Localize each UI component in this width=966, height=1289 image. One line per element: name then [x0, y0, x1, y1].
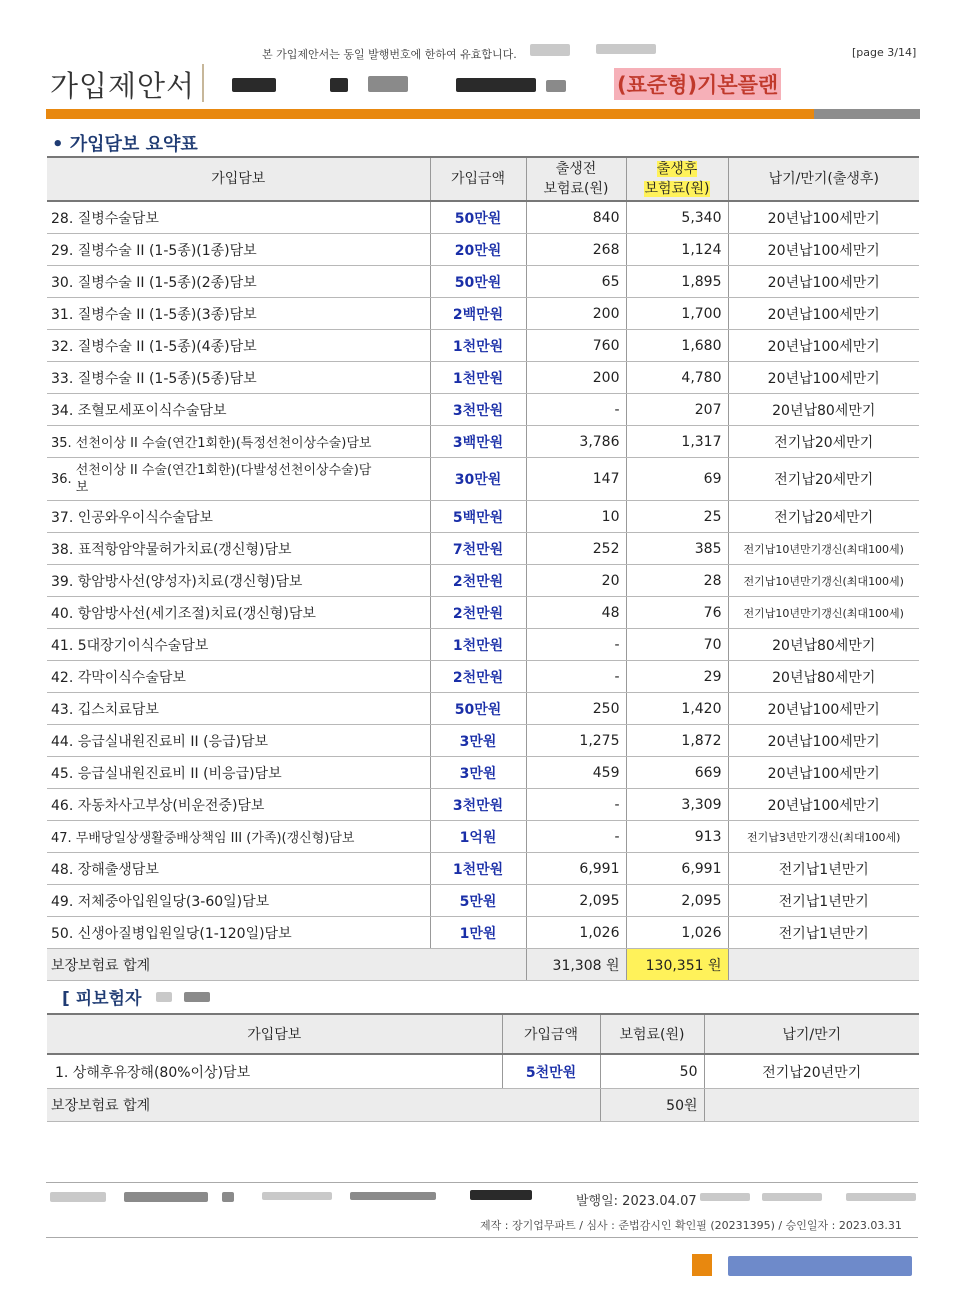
- coverage-name: 41. 5대장기이식수술담보: [47, 629, 430, 661]
- premium-before: -: [526, 661, 626, 693]
- premium-before: 760: [526, 330, 626, 362]
- redacted-block: [596, 44, 656, 54]
- premium-before: 20: [526, 565, 626, 597]
- redacted-block: [222, 1192, 234, 1202]
- coverage-amount: 5만원: [430, 885, 526, 917]
- premium-after: 6,991: [626, 853, 728, 885]
- premium-after: 1,124: [626, 234, 728, 266]
- redacted-block: [762, 1193, 822, 1201]
- table-row: [47, 426, 919, 458]
- payment-term: 전기납10년만기갱신(최대100세): [728, 597, 919, 629]
- coverage-amount: 1만원: [430, 917, 526, 949]
- payment-term: 20년납100세만기: [728, 362, 919, 394]
- premium-after: 28: [626, 565, 728, 597]
- table-row: [47, 565, 919, 597]
- premium-after: 1,026: [626, 917, 728, 949]
- coverage-amount: 20만원: [430, 234, 526, 266]
- premium-after: 913: [626, 821, 728, 853]
- coverage-name: 40. 항암방사선(세기조절)치료(갱신형)담보: [47, 597, 430, 629]
- premium-before: 200: [526, 362, 626, 394]
- table-row: [47, 362, 919, 394]
- premium-before: 147: [526, 458, 626, 501]
- coverage-amount: 50만원: [430, 693, 526, 725]
- payment-term: 20년납100세만기: [728, 201, 919, 234]
- redacted-block: [232, 78, 276, 92]
- payment-term: 20년납100세만기: [728, 789, 919, 821]
- premium-after: 25: [626, 501, 728, 533]
- premium-before: 840: [526, 201, 626, 234]
- coverage-name: 32. 질병수술 II (1-5종)(4종)담보: [47, 330, 430, 362]
- payment-term: 전기납10년만기갱신(최대100세): [728, 533, 919, 565]
- col-premium-before: [526, 157, 626, 201]
- payment-term: 20년납100세만기: [728, 693, 919, 725]
- premium-before: -: [526, 394, 626, 426]
- payment-term: 20년납100세만기: [728, 234, 919, 266]
- premium-before: 252: [526, 533, 626, 565]
- table-row: [47, 394, 919, 426]
- total-premium-after: 130,351 원: [626, 949, 728, 981]
- premium-before: 6,991: [526, 853, 626, 885]
- col-premium-after-l2: 보험료(원): [644, 181, 710, 197]
- coverage-name: 43. 깁스치료담보: [47, 693, 430, 725]
- table-row: [47, 917, 919, 949]
- coverage-amount: 2천만원: [430, 597, 526, 629]
- table-row: [47, 885, 919, 917]
- premium-after: 3,309: [626, 789, 728, 821]
- premium-after: 1,420: [626, 693, 728, 725]
- coverage-amount: 3천만원: [430, 394, 526, 426]
- payment-term: 20년납100세만기: [728, 298, 919, 330]
- premium-after: 76: [626, 597, 728, 629]
- coverage-name: 47. 무배당일상생활중배상책임 III (가족)(갱신형)담보: [47, 821, 430, 853]
- col-amount: 가입금액: [502, 1014, 600, 1054]
- payment-term: 20년납80세만기: [728, 629, 919, 661]
- premium-after: 669: [626, 757, 728, 789]
- redacted-block: [846, 1193, 916, 1201]
- table-row: [47, 597, 919, 629]
- coverage-amount: 3백만원: [430, 426, 526, 458]
- premium-after: 1,872: [626, 725, 728, 757]
- premium-after: 385: [626, 533, 728, 565]
- payment-term: 전기납1년만기: [728, 917, 919, 949]
- col-term: 납기/만기: [704, 1014, 919, 1054]
- coverage-name: [47, 458, 430, 501]
- footer-bottom-rule: [46, 1237, 918, 1238]
- redacted-block: [124, 1192, 208, 1202]
- coverage-name-line2: 보: [75, 480, 89, 495]
- coverage-amount: 1억원: [430, 821, 526, 853]
- payment-term: 전기납20세만기: [728, 426, 919, 458]
- premium-after: 29: [626, 661, 728, 693]
- payment-term: 20년납100세만기: [728, 757, 919, 789]
- total-label: 보장보험료 합계: [47, 949, 526, 981]
- title-divider: [202, 64, 204, 102]
- total-label: 보장보험료 합계: [47, 1089, 600, 1122]
- table-row: [47, 629, 919, 661]
- coverage-no: 36.: [51, 471, 72, 487]
- payment-term: 전기납20년만기: [704, 1054, 919, 1089]
- redacted-block: [262, 1192, 332, 1200]
- total-empty: [728, 949, 919, 981]
- premium-before: 200: [526, 298, 626, 330]
- premium-after: 1,317: [626, 426, 728, 458]
- coverage-name: 1. 상해후유장해(80%이상)담보: [47, 1054, 502, 1089]
- coverage-name: 46. 자동차사고부상(비운전중)담보: [47, 789, 430, 821]
- coverage-name: 31. 질병수술 II (1-5종)(3종)담보: [47, 298, 430, 330]
- coverage-name: 48. 장해출생담보: [47, 853, 430, 885]
- coverage-name: 50. 신생아질병입원일당(1-120일)담보: [47, 917, 430, 949]
- table-row: [47, 757, 919, 789]
- payment-term: 20년납80세만기: [728, 394, 919, 426]
- table-row: [47, 853, 919, 885]
- payment-term: 전기납20세만기: [728, 458, 919, 501]
- premium-before: 3,786: [526, 426, 626, 458]
- payment-term: 20년납100세만기: [728, 266, 919, 298]
- total-row: [47, 1089, 919, 1122]
- premium-before: -: [526, 629, 626, 661]
- table-row: [47, 821, 919, 853]
- validity-notice: 본 가입제안서는 동일 발행번호에 한하여 유효합니다.: [262, 48, 517, 61]
- total-premium-before: 31,308 원: [526, 949, 626, 981]
- table-header-row: [47, 1014, 919, 1054]
- company-logo-redacted: [728, 1256, 912, 1276]
- table-header-row: [47, 157, 919, 201]
- table-row: [47, 789, 919, 821]
- table-row: [47, 533, 919, 565]
- header-gray-bar: [814, 109, 920, 119]
- col-premium-before-l2: 보험료(원): [543, 181, 609, 197]
- col-premium-before-l1: 출생전: [555, 161, 597, 177]
- plan-name: (표준형)기본플랜: [614, 68, 781, 100]
- premium-after: 70: [626, 629, 728, 661]
- col-premium: 보험료(원): [600, 1014, 704, 1054]
- coverage-summary-table: [47, 156, 919, 981]
- redacted-block: [530, 44, 570, 56]
- document-title: 가입제안서: [50, 69, 196, 103]
- page-number: [page 3/14]: [852, 46, 917, 59]
- premium-before: 2,095: [526, 885, 626, 917]
- coverage-name: 29. 질병수술 II (1-5종)(1종)담보: [47, 234, 430, 266]
- summary-section-title: • 가입담보 요약표: [52, 134, 198, 155]
- premium: 50: [600, 1054, 704, 1089]
- premium-after: 1,680: [626, 330, 728, 362]
- payment-term: 전기납10년만기갱신(최대100세): [728, 565, 919, 597]
- table-row: [47, 298, 919, 330]
- col-coverage: 가입담보: [47, 1014, 502, 1054]
- payment-term: 전기납1년만기: [728, 885, 919, 917]
- coverage-amount: 1천만원: [430, 629, 526, 661]
- payment-term: 전기납3년만기갱신(최대100세): [728, 821, 919, 853]
- coverage-name: 28. 질병수술담보: [47, 201, 430, 234]
- total-premium: 50원: [600, 1089, 704, 1122]
- premium-before: 65: [526, 266, 626, 298]
- coverage-amount: 3천만원: [430, 789, 526, 821]
- coverage-name: 30. 질병수술 II (1-5종)(2종)담보: [47, 266, 430, 298]
- premium-before: -: [526, 789, 626, 821]
- table-row: [47, 1054, 919, 1089]
- redacted-block: [156, 992, 172, 1002]
- table-row: [47, 458, 919, 501]
- coverage-amount: 1천만원: [430, 362, 526, 394]
- premium-after: 207: [626, 394, 728, 426]
- col-premium-after-l1: 출생후: [656, 161, 698, 177]
- header-orange-bar: [46, 109, 814, 119]
- coverage-amount: 3만원: [430, 757, 526, 789]
- coverage-amount: 5백만원: [430, 501, 526, 533]
- redacted-block: [350, 1192, 436, 1200]
- issue-date: 발행일: 2023.04.07: [576, 1194, 697, 1209]
- premium-after: 5,340: [626, 201, 728, 234]
- premium-before: -: [526, 821, 626, 853]
- premium-before: 268: [526, 234, 626, 266]
- redacted-block: [456, 78, 536, 92]
- two-line-name: [51, 462, 371, 496]
- coverage-amount: 2천만원: [430, 565, 526, 597]
- footer-top-rule: [46, 1182, 918, 1183]
- premium-after: 4,780: [626, 362, 728, 394]
- premium-before: 1,026: [526, 917, 626, 949]
- redacted-block: [184, 992, 210, 1002]
- coverage-amount: 1천만원: [430, 853, 526, 885]
- coverage-amount: 3만원: [430, 725, 526, 757]
- insured-coverage-table: [47, 1013, 919, 1122]
- table-row: [47, 201, 919, 234]
- premium-before: 10: [526, 501, 626, 533]
- coverage-name-line1: 선천이상 II 수술(연간1회한)(다발성선천이상수술)담: [75, 463, 372, 478]
- coverage-name: 39. 항암방사선(양성자)치료(갱신형)담보: [47, 565, 430, 597]
- coverage-name: 34. 조혈모세포이식수술담보: [47, 394, 430, 426]
- coverage-name-lines: [76, 462, 372, 496]
- col-amount: 가입금액: [430, 157, 526, 201]
- coverage-amount: 2백만원: [430, 298, 526, 330]
- redacted-block: [368, 76, 408, 92]
- table-row: [47, 661, 919, 693]
- coverage-name: 42. 각막이식수술담보: [47, 661, 430, 693]
- coverage-amount: 50만원: [430, 201, 526, 234]
- payment-term: 전기납20세만기: [728, 501, 919, 533]
- redacted-block: [700, 1193, 750, 1201]
- redacted-block: [50, 1192, 106, 1202]
- col-coverage: 가입담보: [47, 157, 430, 201]
- coverage-name: 35. 선천이상 II 수술(연간1회한)(특정선천이상수술)담보: [47, 426, 430, 458]
- col-term: 납기/만기(출생후): [728, 157, 919, 201]
- table-row: [47, 266, 919, 298]
- redacted-block: [330, 78, 348, 92]
- payment-term: 20년납100세만기: [728, 725, 919, 757]
- total-row: [47, 949, 919, 981]
- coverage-amount: 7천만원: [430, 533, 526, 565]
- payment-term: 20년납100세만기: [728, 330, 919, 362]
- coverage-name: 33. 질병수술 II (1-5종)(5종)담보: [47, 362, 430, 394]
- coverage-name: 38. 표적항암약물허가치료(갱신형)담보: [47, 533, 430, 565]
- premium-after: 1,895: [626, 266, 728, 298]
- premium-after: 2,095: [626, 885, 728, 917]
- coverage-name: 49. 저체중아입원일당(3-60일)담보: [47, 885, 430, 917]
- premium-after: 69: [626, 458, 728, 501]
- company-logo-mark: [692, 1254, 712, 1276]
- coverage-amount: 50만원: [430, 266, 526, 298]
- premium-after: 1,700: [626, 298, 728, 330]
- coverage-amount: 2천만원: [430, 661, 526, 693]
- redacted-block: [546, 80, 566, 92]
- total-empty: [704, 1089, 919, 1122]
- payment-term: 20년납80세만기: [728, 661, 919, 693]
- table-row: [47, 693, 919, 725]
- table-row: [47, 725, 919, 757]
- coverage-amount: 5천만원: [502, 1054, 600, 1089]
- footer-approval-note: 제작 : 장기업무파트 / 심사 : 준법감시인 확인필 (20231395) / 승인일자 : 2023.03.31: [480, 1219, 902, 1232]
- premium-before: 48: [526, 597, 626, 629]
- premium-before: 1,275: [526, 725, 626, 757]
- table-row: [47, 330, 919, 362]
- table-row: [47, 501, 919, 533]
- premium-before: 459: [526, 757, 626, 789]
- insured-section-title: [ 피보험자: [62, 989, 142, 1009]
- coverage-amount: 1천만원: [430, 330, 526, 362]
- coverage-name: 45. 응급실내원진료비 II (비응급)담보: [47, 757, 430, 789]
- coverage-name: 44. 응급실내원진료비 II (응급)담보: [47, 725, 430, 757]
- coverage-name: 37. 인공와우이식수술담보: [47, 501, 430, 533]
- col-premium-after: [626, 157, 728, 201]
- table-row: [47, 234, 919, 266]
- premium-before: 250: [526, 693, 626, 725]
- redacted-block: [470, 1190, 532, 1200]
- coverage-amount: 30만원: [430, 458, 526, 501]
- payment-term: 전기납1년만기: [728, 853, 919, 885]
